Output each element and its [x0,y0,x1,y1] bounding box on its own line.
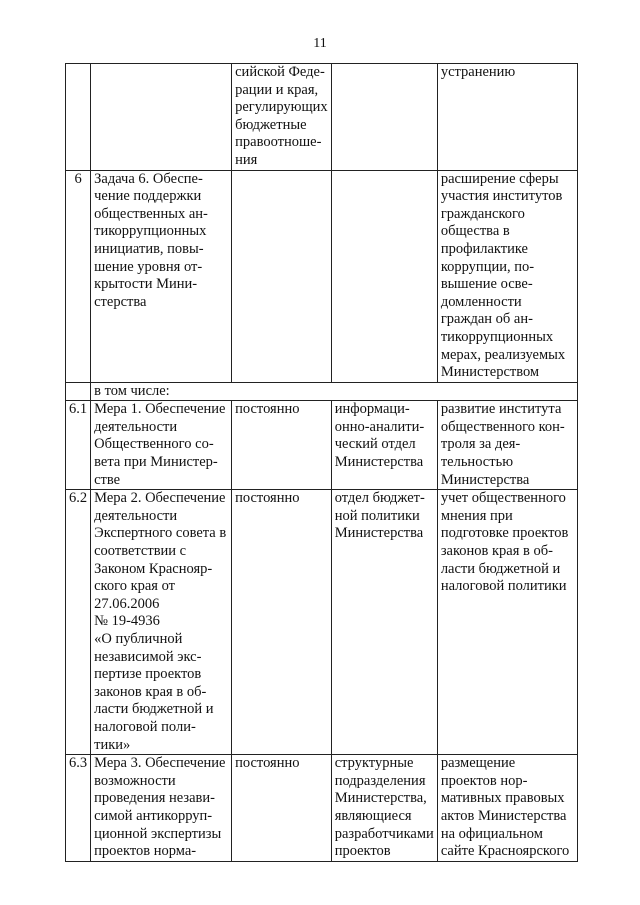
cell-term: постоянно [232,490,332,755]
page-number: 11 [313,36,327,51]
cell-result: расширение сферы участия институтов гражданского общества в профилактике коррупции, по- вышение осве- домленности граждан об ан- тикоррупционных мерах, реализуемых Министерством [437,170,577,382]
table-row [66,755,578,862]
cell-term: постоянно [232,755,332,862]
cell-executor: информаци- онно-аналити- ческий отдел Министерства [331,401,437,490]
cell-executor: структурные подразделения Министерства, являющиеся разработчиками проектов [331,755,437,862]
cell-number: 6.3 [66,755,91,862]
cell-including-label: в том числе: [91,382,578,401]
cell-task: Мера 1. Обеспечение деятельности Общественного со- вета при Министер- стве [91,401,232,490]
cell-number: 6 [66,170,91,382]
measures-table [65,63,578,862]
cell-term: постоянно [232,401,332,490]
cell-result: учет общественного мнения при подготовке проектов законов края в об- ласти бюджетной и налоговой политики [437,490,577,755]
cell-task: Задача 6. Обеспе- чение поддержки общественных ан- тикоррупционных инициатив, повы- шение уровня от- крытости Мини- стерства [91,170,232,382]
cell-task [91,64,232,171]
table-row [66,401,578,490]
cell-task: Мера 3. Обеспечение возможности проведения незави- симой антикорруп- ционной экспертизы проектов норма- [91,755,232,862]
table-row [66,64,578,171]
cell-number: 6.2 [66,490,91,755]
cell-task: Мера 2. Обеспечение деятельности Экспертного совета в соответствии с Законом Краснояр- ского края от 27.06.2006 № 19-4936 «О публичной независимой экс- пертизе проектов законов края в об- ласти бюджетной и налоговой поли- тики» [91,490,232,755]
cell-executor: отдел бюджет- ной политики Министерства [331,490,437,755]
cell-term: сийской Феде- рации и края, регулирующих бюджетные правоотноше- ния [232,64,332,171]
cell-result: развитие института общественного кон- троля за дея- тельностью Министерства [437,401,577,490]
cell-number [66,64,91,171]
cell-number: 6.1 [66,401,91,490]
cell-executor [331,170,437,382]
cell-executor [331,64,437,171]
cell-result: устранению [437,64,577,171]
cell-number [66,382,91,401]
table-row [66,382,578,401]
cell-term [232,170,332,382]
table-row [66,170,578,382]
cell-result: размещение проектов нор- мативных правовых актов Министерства на официальном сайте Красноярского [437,755,577,862]
table-row [66,490,578,755]
